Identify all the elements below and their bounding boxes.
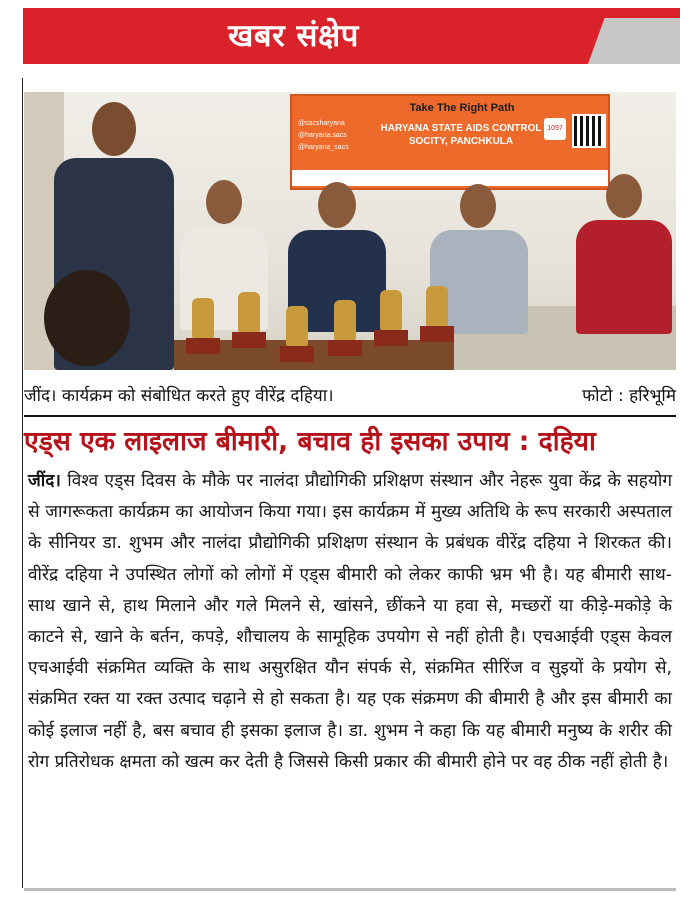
divider [24, 415, 676, 417]
column-rule [22, 78, 23, 888]
trophy [374, 290, 408, 346]
helpline-logo: 1097 [544, 118, 566, 140]
caption-text: जींद। कार्यक्रम को संबोधित करते हुए वीरेंद्र दहिया। [24, 386, 334, 406]
dateline: जींद। [28, 471, 61, 491]
trophy [420, 286, 454, 342]
trophy [328, 300, 362, 356]
section-header [0, 0, 697, 70]
audience-figure [30, 270, 140, 370]
banner-organization: HARYANA STATE AIDS CONTROL SOCITY, PANCHKULA [380, 123, 542, 147]
photo-caption [24, 381, 676, 411]
event-banner [290, 94, 610, 190]
banner-handles: @sacsharyana @haryana.sacs @haryana_sacs [298, 120, 349, 151]
article-text: विश्व एड्स दिवस के मौके पर नालंदा प्रौद्योगिकी प्रशिक्षण संस्थान और नेहरू युवा केंद्र के सहयोग से जागरूकता कार्यक्रम का आयोजन किया गया। इस कार्यक्रम में मुख्य अतिथि के रूप सरकारी अस्पताल के सीनियर डा. शुभम और नालंदा प्रौद्योगिकी प्रशिक्षण संस्थान के प्रबंधक वीरेंद्र दहिया ने शिरकत की। वीरेंद्र दहिया ने उपस्थित लोगों को लोगों में एड्स बीमारी को लेकर काफी भ्रम भी है। यह बीमारी साथ-साथ खाने से, हाथ मिलाने और गले मिलने से, खांसने, छींकने या हवा से, मच्छरों या कीड़े-मकोड़े के काटने से, खाने के बर्तन, कपड़े, शौचालय के सामूहिक उपयोग से नहीं होती है। एचआईवी एड्स केवल एचआईवी संक्रमित व्यक्ति के साथ असुरक्षित यौन संपर्क से, संक्रमित सीरिंज व सुइयों के प्रयोग से, संक्रमित रक्त या रक्त उत्पाद चढ़ाने से हो सकता है। यह एक संक्रमण की बीमारी है और इस बीमारी का कोई इलाज नहीं है, बस बचाव ही इसका इलाज है। डा. शुभम ने कहा कि यह बीमारी मनुष्य के शरीर की रोग प्रतिरोधक क्षमता को खत्म कर देती है जिससे किसी प्रकार की बीमारी होने पर वह ठीक नहीं होती है। [28, 471, 672, 772]
news-photo [24, 92, 676, 370]
trophy [232, 292, 266, 348]
qr-code-icon [572, 114, 606, 148]
banner-headline: Take The Right Path [409, 102, 515, 114]
article-headline: एड्स एक लाइलाज बीमारी, बचाव ही इसका उपाय : दहिया [24, 426, 596, 457]
guest-figure [572, 174, 676, 334]
photo-credit: फोटो : हरिभूमि [582, 386, 676, 406]
section-title: खबर संक्षेप [228, 18, 359, 54]
trophy [280, 306, 314, 362]
bottom-divider [24, 888, 676, 891]
article-body [28, 466, 672, 778]
trophy [186, 298, 220, 354]
